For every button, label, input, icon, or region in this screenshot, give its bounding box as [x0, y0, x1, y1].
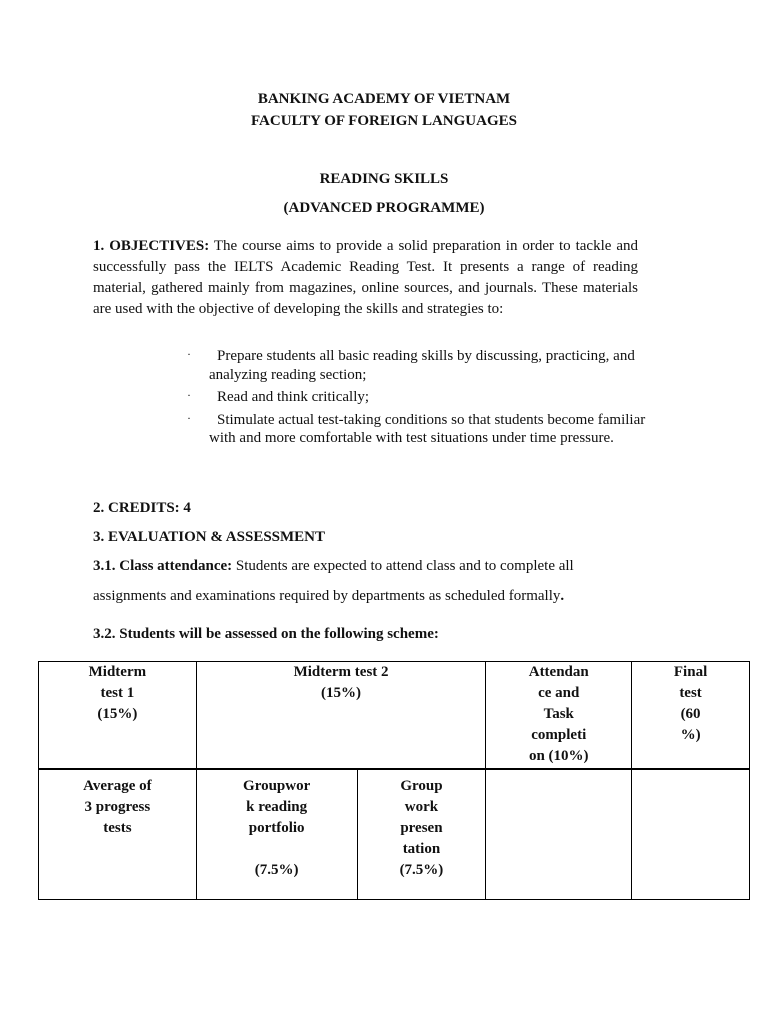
cell-reading-portfolio: Groupwor k reading portfolio (7.5%) — [196, 769, 357, 900]
cell-empty — [632, 769, 750, 900]
cell-attendance: Attendan ce and Task completi on (10%) — [486, 662, 632, 770]
attendance-line-1 — [93, 558, 693, 575]
bullet-text: Read and think critically; — [217, 389, 370, 405]
attendance-line-2 — [93, 588, 693, 605]
bullet-text: Stimulate actual test-taking conditions so that students become familiar with and more comfortable with test situations under time pressure. — [209, 411, 646, 446]
course-title: READING SKILLS — [319, 171, 449, 187]
credits-heading: 2. CREDITS: 4 — [93, 500, 191, 516]
faculty-title: FACULTY OF FOREIGN LANGUAGES — [250, 113, 517, 129]
list-item — [187, 411, 647, 448]
cell-midterm-1: Midterm test 1 (15%) — [39, 662, 197, 770]
institution-title: BANKING ACADEMY OF VIETNAM — [257, 91, 511, 107]
attendance-text-1: Students are expected to attend class and to complete all — [232, 558, 574, 574]
table-row — [39, 769, 750, 900]
list-item — [187, 347, 647, 384]
cell-group-presentation: Group work presen tation (7.5%) — [357, 769, 486, 900]
bullet-marker: · — [187, 410, 191, 425]
attendance-label: 3.1. Class attendance: — [93, 558, 233, 574]
cell-final-test: Final test (60 %) — [632, 662, 750, 770]
attendance-text-2: assignments and examinations required by departments as scheduled formally — [93, 588, 561, 604]
cell-empty — [486, 769, 632, 900]
evaluation-heading: 3. EVALUATION & ASSESSMENT — [93, 529, 326, 545]
attendance-end: . — [560, 588, 565, 604]
list-item — [187, 388, 647, 407]
bullet-marker: · — [187, 347, 191, 361]
cell-midterm-2: Midterm test 2 (15%) — [196, 662, 486, 770]
bullet-text: Prepare students all basic reading skills by discussing, practicing, and analyzing reading section; — [209, 348, 635, 383]
table-row — [39, 662, 750, 770]
objectives-bullet-list — [187, 347, 647, 452]
bullet-marker: · — [187, 388, 191, 402]
objectives-text: The course aims to provide a solid preparation in order to tackle and successfully pass the IELTS Academic Reading Test. It presents a range of reading material, gathered mainly from magazines, online sources, and journals. These materials are used with the objective of developing the skills and strategies to: — [93, 238, 638, 317]
cell-progress-tests: Average of 3 progress tests — [39, 769, 197, 900]
scheme-heading: 3.2. Students will be assessed on the following scheme: — [93, 626, 439, 642]
programme-title: (ADVANCED PROGRAMME) — [283, 200, 485, 216]
assessment-table — [38, 661, 750, 900]
objectives-paragraph — [93, 236, 638, 320]
objectives-label: 1. OBJECTIVES: — [93, 238, 210, 254]
